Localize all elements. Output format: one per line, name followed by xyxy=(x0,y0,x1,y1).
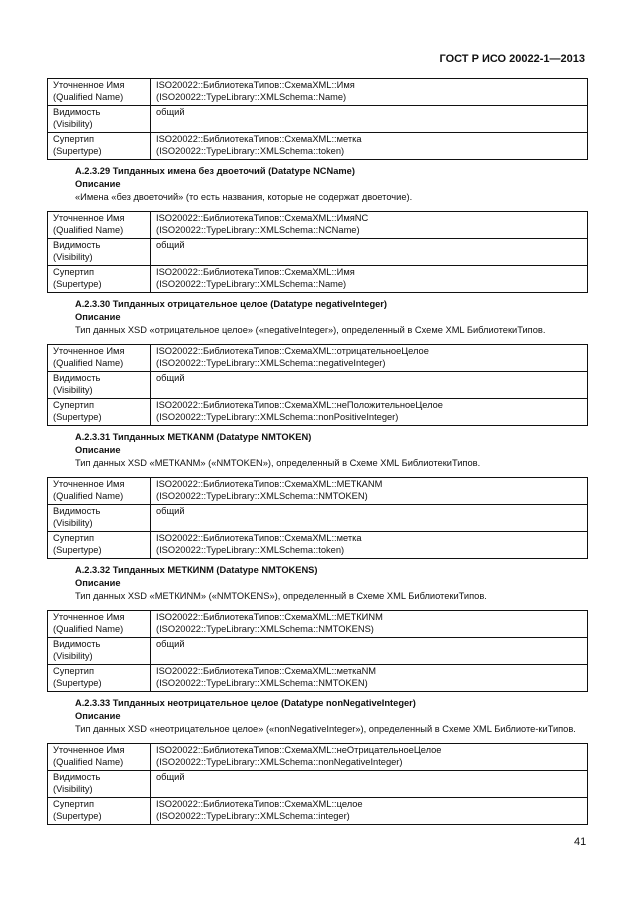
visibility-label xyxy=(48,372,151,399)
qualified-name-label xyxy=(48,79,151,106)
supertype-value-line: (ISO20022::TypeLibrary::XMLSchema::nonPositiveInteger) xyxy=(156,411,399,422)
property-table xyxy=(47,477,588,559)
visibility-value-line: общий xyxy=(156,107,185,117)
qualified-name-label xyxy=(48,478,151,505)
qualified-name-label xyxy=(48,212,151,239)
supertype-label-line: (Supertype) xyxy=(53,544,102,555)
visibility-value xyxy=(151,771,588,798)
visibility-label-line: (Visibility) xyxy=(53,384,93,395)
supertype-value xyxy=(151,399,588,426)
table-row-qualified-name xyxy=(48,478,588,505)
qualified-name-value-line: ISO20022::БиблиотекаТипов::СхемаXML::отрицательноеЦелое xyxy=(156,346,429,356)
qualified-name-label xyxy=(48,345,151,372)
supertype-label xyxy=(48,532,151,559)
qualified-name-value-line: (ISO20022::TypeLibrary::XMLSchema::nonNegativeInteger) xyxy=(156,756,403,767)
visibility-label xyxy=(48,771,151,798)
table-row-visibility xyxy=(48,239,588,266)
qualified-name-value-line: (ISO20022::TypeLibrary::XMLSchema::NMTOKENS) xyxy=(156,623,374,634)
supertype-value-line: (ISO20022::TypeLibrary::XMLSchema::token) xyxy=(156,145,345,156)
supertype-label xyxy=(48,665,151,692)
table-row-supertype xyxy=(48,399,588,426)
table-row-supertype xyxy=(48,266,588,293)
visibility-value-line: общий xyxy=(156,240,185,250)
supertype-label-line: Супертип xyxy=(53,400,95,410)
table-row-qualified-name xyxy=(48,611,588,638)
visibility-value-line: общий xyxy=(156,772,185,782)
section-heading: А.2.3.30 Типданных отрицательное целое (Datatype negativeInteger) xyxy=(75,299,388,309)
visibility-label-line: (Visibility) xyxy=(53,650,93,661)
description-text: Тип данных XSD «отрицательное целое» («negativeInteger»), определенный в Схеме XML БиблиотекиТипов. xyxy=(75,325,546,335)
qualified-name-value xyxy=(151,79,588,106)
supertype-label-line: Супертип xyxy=(53,533,95,543)
supertype-value xyxy=(151,133,588,160)
supertype-label xyxy=(48,399,151,426)
table-row-qualified-name xyxy=(48,345,588,372)
qualified-name-value xyxy=(151,478,588,505)
description-text: Тип данных XSD «МЕТКИNM» («NMTOKENS»), определенный в Схеме XML БиблиотекиТипов. xyxy=(75,591,487,601)
section-heading: А.2.3.33 Типданных неотрицательное целое (Datatype nonNegativeInteger) xyxy=(75,698,416,708)
visibility-value xyxy=(151,638,588,665)
qualified-name-label-line: Уточненное Имя xyxy=(53,612,125,622)
qualified-name-label-line: Уточненное Имя xyxy=(53,479,125,489)
visibility-label-line: (Visibility) xyxy=(53,517,93,528)
qualified-name-label xyxy=(48,744,151,771)
property-table xyxy=(47,344,588,426)
section-heading: А.2.3.31 Типданных МЕТКАNM (Datatype NMTOKEN) xyxy=(75,432,312,442)
supertype-value-line: (ISO20022::TypeLibrary::XMLSchema::integer) xyxy=(156,810,350,821)
section xyxy=(47,564,588,603)
qualified-name-label-line: (Qualified Name) xyxy=(53,756,124,767)
qualified-name-value-line: ISO20022::БиблиотекаТипов::СхемаXML::ИмяNC xyxy=(156,213,369,223)
qualified-name-value xyxy=(151,345,588,372)
visibility-label-line: Видимость xyxy=(53,639,101,649)
table-row-visibility xyxy=(48,638,588,665)
qualified-name-value-line: ISO20022::БиблиотекаТипов::СхемаXML::МЕТКИNM xyxy=(156,612,383,622)
supertype-value xyxy=(151,532,588,559)
qualified-name-value-line: ISO20022::БиблиотекаТипов::СхемаXML::неОтрицательноеЦелое xyxy=(156,745,442,755)
qualified-name-value-line: (ISO20022::TypeLibrary::XMLSchema::Name) xyxy=(156,91,347,102)
table-row-supertype xyxy=(48,798,588,825)
supertype-value-line: ISO20022::БиблиотекаТипов::СхемаXML::метка xyxy=(156,134,362,144)
visibility-value xyxy=(151,372,588,399)
supertype-value-line: ISO20022::БиблиотекаТипов::СхемаXML::неПоложительноеЦелое xyxy=(156,400,443,410)
document-header: ГОСТ Р ИСО 20022-1—2013 xyxy=(439,53,585,65)
property-table xyxy=(47,211,588,293)
supertype-label xyxy=(48,266,151,293)
visibility-value xyxy=(151,505,588,532)
supertype-value-line: (ISO20022::TypeLibrary::XMLSchema::NMTOKEN) xyxy=(156,677,368,688)
supertype-value-line: ISO20022::БиблиотекаТипов::СхемаXML::метка xyxy=(156,533,362,543)
supertype-label-line: (Supertype) xyxy=(53,810,102,821)
description-label: Описание xyxy=(75,445,121,455)
supertype-label xyxy=(48,798,151,825)
visibility-label xyxy=(48,239,151,266)
supertype-value xyxy=(151,266,588,293)
section xyxy=(47,431,588,470)
visibility-label xyxy=(48,106,151,133)
table-row-supertype xyxy=(48,665,588,692)
qualified-name-label-line: Уточненное Имя xyxy=(53,346,125,356)
table-row-qualified-name xyxy=(48,212,588,239)
supertype-label-line: Супертип xyxy=(53,799,95,809)
supertype-value xyxy=(151,798,588,825)
supertype-value-line: (ISO20022::TypeLibrary::XMLSchema::Name) xyxy=(156,278,347,289)
visibility-value-line: общий xyxy=(156,373,185,383)
visibility-label-line: (Visibility) xyxy=(53,251,93,262)
table-row-supertype xyxy=(48,133,588,160)
supertype-label-line: (Supertype) xyxy=(53,411,102,422)
supertype-label-line: (Supertype) xyxy=(53,278,102,289)
supertype-value-line: ISO20022::БиблиотекаТипов::СхемаXML::целое xyxy=(156,799,363,809)
visibility-label xyxy=(48,638,151,665)
table-row-qualified-name xyxy=(48,79,588,106)
qualified-name-value-line: ISO20022::БиблиотекаТипов::СхемаXML::МЕТКАNM xyxy=(156,479,383,489)
visibility-label-line: Видимость xyxy=(53,506,101,516)
qualified-name-label-line: (Qualified Name) xyxy=(53,91,124,102)
visibility-label xyxy=(48,505,151,532)
qualified-name-label-line: Уточненное Имя xyxy=(53,80,125,90)
supertype-label-line: Супертип xyxy=(53,666,95,676)
supertype-label-line: (Supertype) xyxy=(53,677,102,688)
description-label: Описание xyxy=(75,578,121,588)
qualified-name-value-line: ISO20022::БиблиотекаТипов::СхемаXML::Имя xyxy=(156,80,355,90)
qualified-name-label-line: Уточненное Имя xyxy=(53,213,125,223)
qualified-name-value xyxy=(151,212,588,239)
supertype-label xyxy=(48,133,151,160)
section xyxy=(47,697,588,736)
qualified-name-value-line: (ISO20022::TypeLibrary::XMLSchema::negativeInteger) xyxy=(156,357,386,368)
supertype-label-line: Супертип xyxy=(53,134,95,144)
qualified-name-label-line: Уточненное Имя xyxy=(53,745,125,755)
supertype-value-line: ISO20022::БиблиотекаТипов::СхемаXML::меткаNM xyxy=(156,666,377,676)
table-row-visibility xyxy=(48,771,588,798)
description-label: Описание xyxy=(75,312,121,322)
supertype-value xyxy=(151,665,588,692)
table-row-qualified-name xyxy=(48,744,588,771)
table-row-visibility xyxy=(48,505,588,532)
supertype-label-line: Супертип xyxy=(53,267,95,277)
visibility-value-line: общий xyxy=(156,506,185,516)
description-text: Тип данных XSD «неотрицательное целое» («nonNegativeInteger»), определенный в Схеме XML Библиоте-киТипов. xyxy=(75,724,576,734)
visibility-label-line: Видимость xyxy=(53,772,101,782)
visibility-value xyxy=(151,239,588,266)
qualified-name-value-line: (ISO20022::TypeLibrary::XMLSchema::NMTOKEN) xyxy=(156,490,368,501)
table-row-visibility xyxy=(48,106,588,133)
qualified-name-label-line: (Qualified Name) xyxy=(53,490,124,501)
property-table xyxy=(47,743,588,825)
section xyxy=(47,165,588,204)
description-label: Описание xyxy=(75,711,121,721)
document-body xyxy=(47,78,588,830)
supertype-value-line: ISO20022::БиблиотекаТипов::СхемаXML::Имя xyxy=(156,267,355,277)
visibility-value-line: общий xyxy=(156,639,185,649)
visibility-label-line: Видимость xyxy=(53,240,101,250)
table-row-supertype xyxy=(48,532,588,559)
section-heading: А.2.3.32 Типданных МЕТКИNM (Datatype NMTOKENS) xyxy=(75,565,318,575)
visibility-label-line: (Visibility) xyxy=(53,783,93,794)
property-table xyxy=(47,78,588,160)
visibility-value xyxy=(151,106,588,133)
qualified-name-label xyxy=(48,611,151,638)
visibility-label-line: Видимость xyxy=(53,373,101,383)
property-table xyxy=(47,610,588,692)
visibility-label-line: Видимость xyxy=(53,107,101,117)
qualified-name-label-line: (Qualified Name) xyxy=(53,623,124,634)
section xyxy=(47,298,588,337)
qualified-name-value xyxy=(151,611,588,638)
supertype-value-line: (ISO20022::TypeLibrary::XMLSchema::token) xyxy=(156,544,345,555)
visibility-label-line: (Visibility) xyxy=(53,118,93,129)
qualified-name-label-line: (Qualified Name) xyxy=(53,224,124,235)
section-heading: А.2.3.29 Типданных имена без двоеточий (Datatype NCName) xyxy=(75,166,355,176)
qualified-name-value-line: (ISO20022::TypeLibrary::XMLSchema::NCName) xyxy=(156,224,360,235)
description-text: «Имена «без двоеточий» (то есть названия, которые не содержат двоеточие). xyxy=(75,192,413,202)
qualified-name-value xyxy=(151,744,588,771)
description-label: Описание xyxy=(75,179,121,189)
supertype-label-line: (Supertype) xyxy=(53,145,102,156)
table-row-visibility xyxy=(48,372,588,399)
page-number: 41 xyxy=(574,836,587,848)
qualified-name-label-line: (Qualified Name) xyxy=(53,357,124,368)
description-text: Тип данных XSD «МЕТКАNM» («NMTOKEN»), определенный в Схеме XML БиблиотекиТипов. xyxy=(75,458,481,468)
